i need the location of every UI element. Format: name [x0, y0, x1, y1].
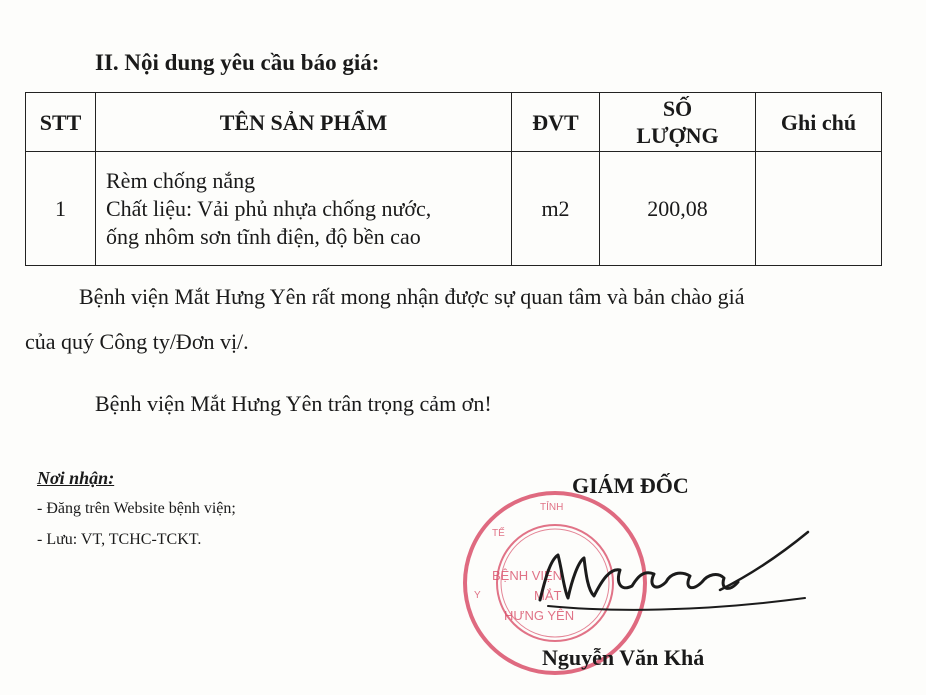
- signer-title: GIÁM ĐỐC: [572, 473, 689, 498]
- section-title: II. Nội dung yêu cầu báo giá:: [95, 50, 380, 75]
- cell-product: [96, 152, 512, 266]
- recipient-item: - Lưu: VT, TCHC-TCKT.: [37, 531, 202, 548]
- body-paragraph-2: của quý Công ty/Đơn vị/.: [25, 329, 249, 354]
- handwritten-signature: [520, 520, 820, 630]
- header-quantity-line1: SỐ: [662, 96, 693, 121]
- svg-text:Y: Y: [474, 590, 481, 601]
- recipients-title: Nơi nhận:: [37, 468, 115, 488]
- quote-table: [25, 92, 882, 266]
- header-quantity-line2: LƯỢNG: [636, 123, 719, 148]
- svg-text:BỆNH VIỆN: BỆNH VIỆN: [492, 568, 563, 583]
- table-row: [26, 152, 882, 266]
- signer-name: Nguyễn Văn Khá: [542, 645, 705, 670]
- product-material-line1: Chất liệu: Vải phủ nhựa chống nước,: [106, 195, 432, 221]
- header-stt: STT: [26, 93, 96, 152]
- cell-quantity: 200,08: [600, 152, 756, 266]
- svg-text:MẮT: MẮT: [534, 588, 562, 603]
- header-note: Ghi chú: [756, 93, 882, 152]
- table-header-row: [26, 93, 882, 152]
- header-unit: ĐVT: [512, 93, 600, 152]
- product-material-line2: ống nhôm sơn tĩnh điện, độ bền cao: [106, 223, 421, 249]
- product-name: Rèm chống nắng: [106, 167, 256, 193]
- header-quantity: [600, 93, 756, 152]
- body-paragraph-3: Bệnh viện Mắt Hưng Yên trân trọng cảm ơn!: [95, 391, 492, 416]
- header-product: TÊN SẢN PHẨM: [96, 93, 512, 152]
- svg-text:HƯNG YÊN: HƯNG YÊN: [504, 608, 575, 623]
- svg-text:TẾ: TẾ: [492, 528, 505, 539]
- svg-text:TỈNH: TỈNH: [540, 502, 564, 513]
- recipient-item: - Đăng trên Website bệnh viện;: [37, 500, 236, 517]
- cell-note: [756, 152, 882, 266]
- cell-unit: m2: [512, 152, 600, 266]
- cell-stt: 1: [26, 152, 96, 266]
- body-paragraph-1: Bệnh viện Mắt Hưng Yên rất mong nhận được sự quan tâm và bản chào giá: [79, 284, 745, 309]
